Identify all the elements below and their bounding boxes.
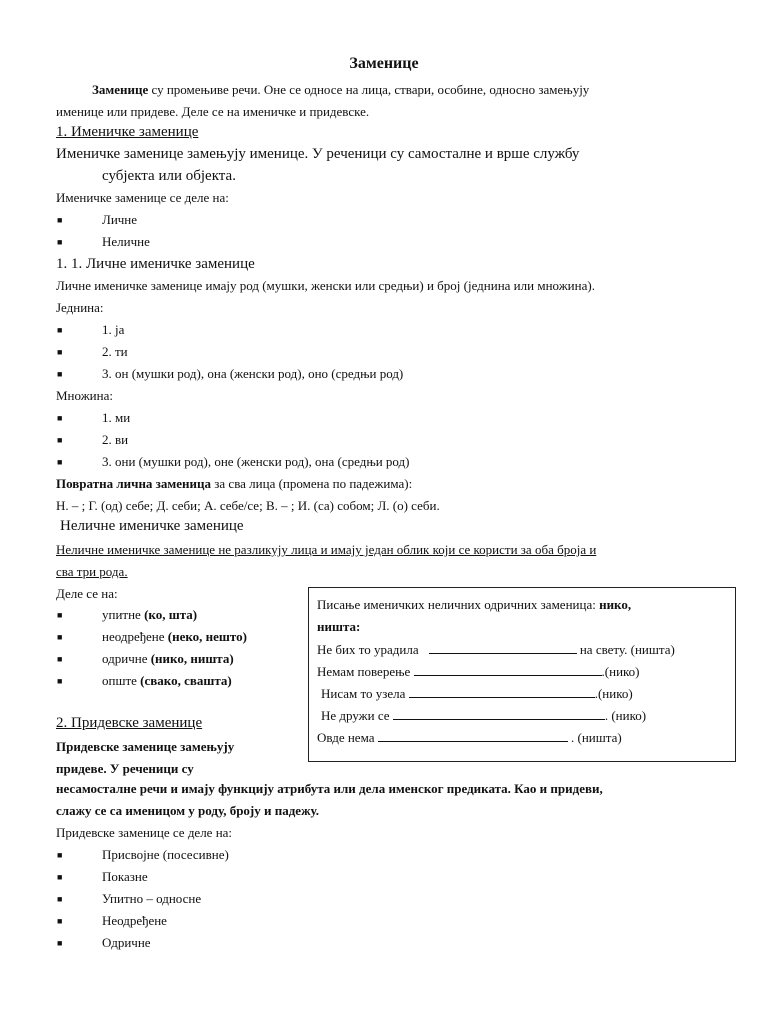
reflexive-term: Повратна лична заменица — [56, 476, 212, 491]
page-title: Заменице — [349, 55, 419, 72]
section-2-desc-2: придеве. У реченици су — [56, 761, 194, 776]
intro-line-2: именице или придеве. Деле се на именичке и придевске. — [56, 104, 370, 119]
answer-blank[interactable] — [429, 641, 577, 654]
answer-blank[interactable] — [414, 663, 602, 676]
bullet-icon: ■ — [57, 654, 63, 664]
section-1-2-desc-1: Неличне именичке заменице не разликују лица и имају један облик који се користи за оба броја и — [56, 542, 597, 557]
list-item: Присвојне (посесивне) — [102, 847, 229, 862]
answer-blank[interactable] — [409, 685, 595, 698]
exercise-row: Не бих то урадила на свету. (ништа) — [317, 642, 675, 657]
section-1-1-desc: Личне именичке заменице имају род (мушки, женски или средњи) и број (једнина или множина). — [56, 278, 595, 293]
section-2-desc-3: несамосталне речи и имају функцију атрибута или дела именског предиката. Као и придеви, — [56, 781, 603, 796]
exercise-row: Немам поверење .(нико) — [317, 664, 640, 679]
list-item: неодређене (неко, нешто) — [102, 629, 247, 644]
bullet-icon: ■ — [57, 872, 63, 882]
bullet-icon: ■ — [57, 347, 63, 357]
list-item: Показне — [102, 869, 148, 884]
exercise-title-line-1: Писање именичких неличних одричних заменица: нико, — [317, 597, 632, 612]
bullet-icon: ■ — [57, 894, 63, 904]
bullet-icon: ■ — [57, 916, 63, 926]
bullet-icon: ■ — [57, 237, 63, 247]
list-item: 1. ја — [102, 322, 125, 337]
list-item: 2. ви — [102, 432, 129, 447]
list-item: Неличне — [102, 234, 150, 249]
list-item: опште (свако, свашта) — [102, 673, 232, 688]
plural-label: Множина: — [56, 388, 113, 403]
section-1-heading: 1. Именичке заменице — [56, 124, 199, 140]
reflexive-line — [56, 476, 412, 492]
intro-term: Заменице — [92, 82, 149, 97]
reflexive-text: за сва лица (промена по падежима): — [211, 476, 413, 491]
section-2-divide: Придевске заменице се деле на: — [56, 825, 233, 840]
bullet-icon: ■ — [57, 632, 63, 642]
section-1-desc-1: Именичке заменице замењују именице. У реченици су самосталне и врше службу — [56, 146, 580, 162]
bullet-icon: ■ — [57, 850, 63, 860]
list-item: Личне — [102, 212, 138, 227]
bullet-icon: ■ — [57, 369, 63, 379]
bullet-icon: ■ — [57, 610, 63, 620]
list-item: 2. ти — [102, 344, 128, 359]
list-item: Одричне — [102, 935, 151, 950]
exercise-box — [308, 587, 736, 762]
answer-blank[interactable] — [378, 729, 568, 742]
section-1-2-desc-2: сва три рода. — [56, 564, 128, 579]
list-item: упитне (ко, шта) — [102, 607, 198, 622]
exercise-row: Не дружи се . (нико) — [321, 708, 647, 723]
section-2-desc-4: слажу се са именицом у роду, броју и падежу. — [56, 803, 319, 818]
section-1-desc-2: субјекта или објекта. — [102, 168, 236, 184]
list-item: 3. он (мушки род), она (женски род), оно (средњи род) — [102, 366, 404, 381]
section-2-heading: 2. Придевске заменице — [56, 715, 203, 731]
exercise-row: Овде нема . (ништа) — [317, 730, 622, 745]
bullet-icon: ■ — [57, 325, 63, 335]
bullet-icon: ■ — [57, 676, 63, 686]
bullet-icon: ■ — [57, 457, 63, 467]
section-1-2-divide: Деле се на: — [56, 586, 118, 601]
section-1-1-heading: 1. 1. Личне именичке заменице — [56, 256, 255, 272]
singular-label: Једнина: — [56, 300, 104, 315]
exercise-row: Нисам то узела .(нико) — [321, 686, 633, 701]
section-1-divide: Именичке заменице се деле на: — [56, 190, 229, 205]
bullet-icon: ■ — [57, 435, 63, 445]
list-item: Упитно – односне — [102, 891, 202, 906]
list-item: 3. они (мушки род), оне (женски род), она (средњи род) — [102, 454, 410, 469]
list-item: 1. ми — [102, 410, 131, 425]
exercise-title-line-2: ништа: — [317, 619, 361, 634]
intro-line-1 — [92, 82, 589, 98]
list-item: одричне (нико, ништа) — [102, 651, 234, 666]
bullet-icon: ■ — [57, 413, 63, 423]
answer-blank[interactable] — [393, 707, 605, 720]
bullet-icon: ■ — [57, 938, 63, 948]
bullet-icon: ■ — [57, 215, 63, 225]
list-item: Неодређене — [102, 913, 167, 928]
section-1-2-heading: Неличне именичке заменице — [60, 518, 244, 534]
reflexive-cases: Н. – ; Г. (од) себе; Д. себи; А. себе/се; В. – ; И. (са) собом; Л. (о) себи. — [56, 498, 440, 513]
section-2-desc-1: Придевске заменице замењују — [56, 739, 235, 754]
intro-text: су промењиве речи. Оне се односе на лица, ствари, особине, односно замењују — [148, 82, 590, 97]
